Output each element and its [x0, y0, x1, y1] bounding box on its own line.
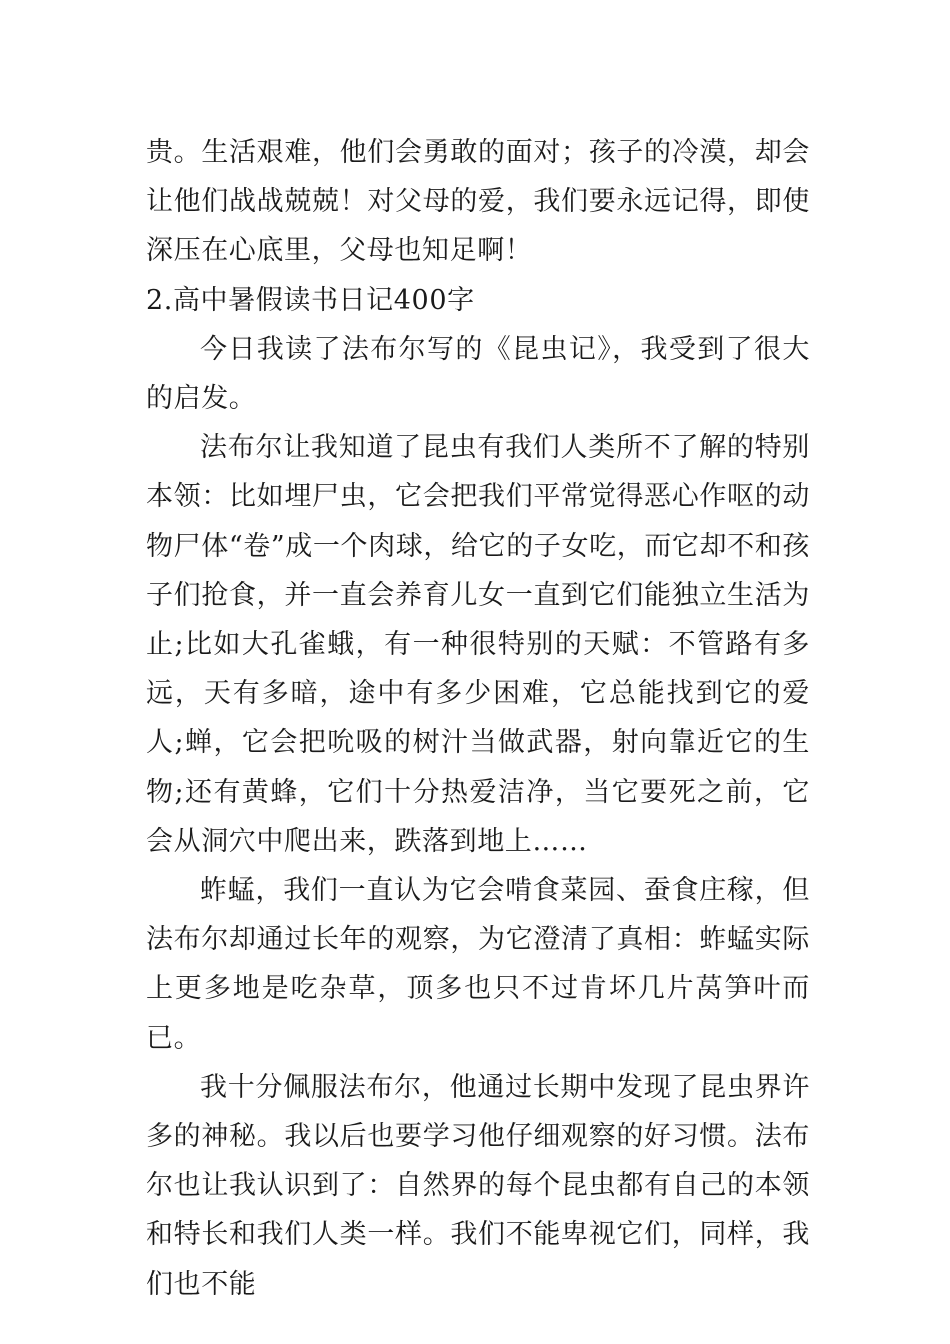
section-title: 2.高中暑假读书日记400字	[146, 284, 475, 316]
document-body	[146, 128, 810, 1309]
paragraph: 我十分佩服法布尔，他通过长期中发现了昆虫界许多的神秘。我以后也要学习他仔细观察的好习惯。法布尔也让我认识到了：自然界的每个昆虫都有自己的本领和特长和我们人类一样。我们不能卑视它们，同样，我们也不能	[146, 1071, 810, 1300]
paragraph: 法布尔让我知道了昆虫有我们人类所不了解的特别本领：比如埋尸虫，它会把我们平常觉得恶心作呕的动物尸体“卷”成一个肉球，给它的子女吃，而它却不和孩子们抢食，并一直会养育儿女一直到它们能独立生活为止;比如大孔雀蛾，有一种很特别的天赋：不管路有多远，天有多暗，途中有多少困难，它总能找到它的爱人;蝉，它会把吮吸的树汁当做武器，射向靠近它的生物;还有黄蜂，它们十分热爱洁净，当它要死之前，它会从洞穴中爬出来，跌落到地上……	[146, 432, 810, 857]
paragraph-continuation: 贵。生活艰难，他们会勇敢的面对；孩子的冷漠，却会让他们战战兢兢！对父母的爱，我们要永远记得，即使深压在心底里，父母也知足啊！	[146, 137, 810, 267]
paragraph: 今日我读了法布尔写的《昆虫记》，我受到了很大的启发。	[146, 333, 810, 415]
paragraph: 蚱蜢，我们一直认为它会啃食菜园、蚕食庄稼，但法布尔却通过长年的观察，为它澄清了真相：蚱蜢实际上更多地是吃杂草，顶多也只不过肯坏几片莴笋叶而已。	[146, 875, 810, 1054]
